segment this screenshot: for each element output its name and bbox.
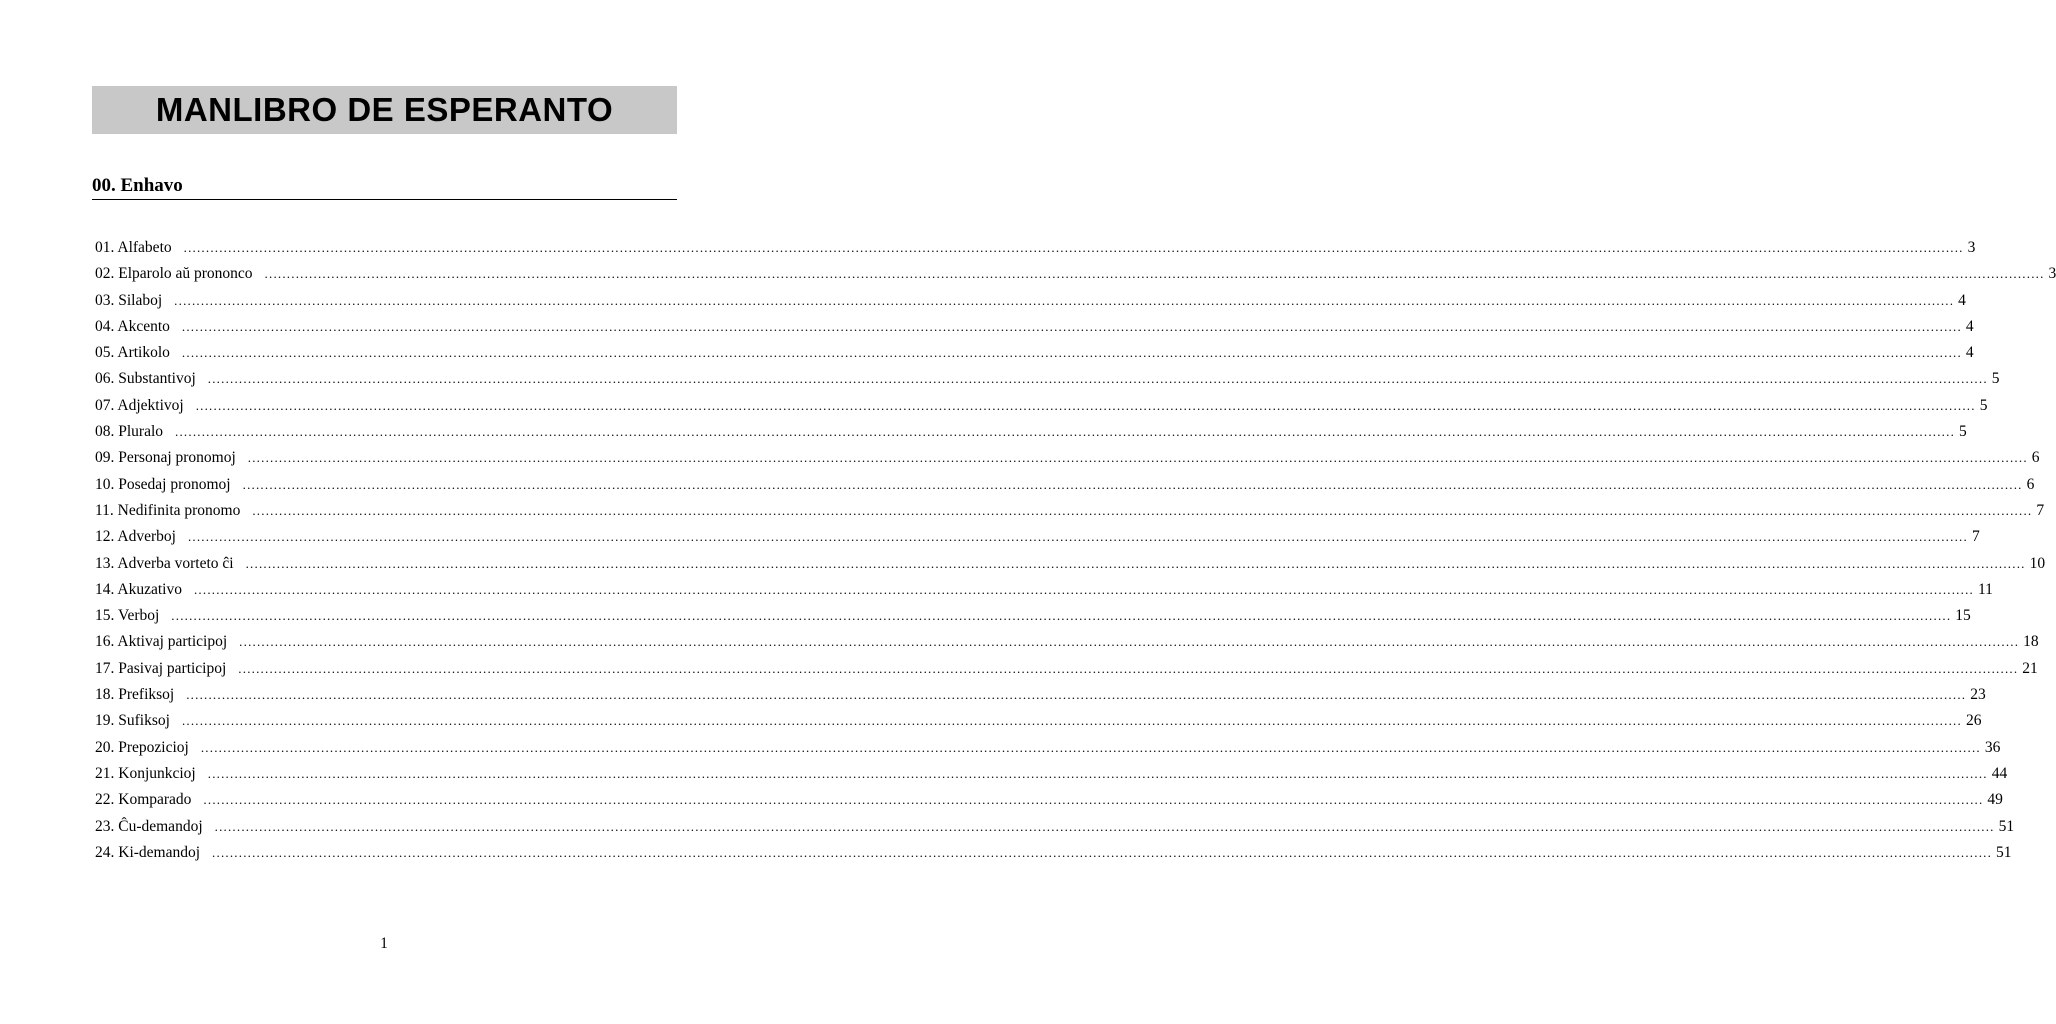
toc-dot-leader: ................................................................................................................................................................................................................................................................................................................................................................................................................ [203,792,1984,808]
toc-dot-leader: ................................................................................................................................................................................................................................................................................................................................................................................................................ [181,318,1962,334]
toc-dot-leader: ................................................................................................................................................................................................................................................................................................................................................................................................................ [242,476,2023,492]
toc-entry[interactable] [95,239,1976,265]
toc-entry-label: 11. Nedifinita pronomo [95,501,241,519]
toc-entry-page: 7 [1971,528,1980,546]
toc-entry-page: 51 [1996,843,2012,861]
toc-dot-leader: ................................................................................................................................................................................................................................................................................................................................................................................................................ [238,660,2019,676]
toc-dot-leader: ................................................................................................................................................................................................................................................................................................................................................................................................................ [264,266,2045,282]
toc-entry-page: 6 [2026,475,2035,493]
toc-entry-page: 36 [1984,738,2001,756]
toc-entry[interactable] [95,344,1974,370]
toc-dot-leader: ................................................................................................................................................................................................................................................................................................................................................................................................................ [252,502,2033,518]
toc-entry-label: 03. Silaboj [95,291,163,309]
toc-entry[interactable] [95,633,2039,659]
toc-entry-label: 07. Adjektivoj [95,396,184,414]
toc-entry[interactable] [95,738,2001,765]
toc-entry-page: 15 [1955,607,1971,625]
toc-entry-page: 5 [1979,396,1988,414]
toc-entry[interactable] [95,686,1986,712]
page-number: 1 [380,935,388,952]
toc-dot-leader: ................................................................................................................................................................................................................................................................................................................................................................................................................ [187,529,1968,545]
toc-entry-label: 21. Konjunkcioj [95,764,196,782]
toc-entry-page: 18 [2023,633,2039,651]
toc-entry[interactable] [95,817,2015,844]
section-heading [92,173,677,200]
toc-entry-page: 6 [2031,449,2040,467]
toc-dot-leader: ................................................................................................................................................................................................................................................................................................................................................................................................................ [212,844,1993,860]
toc-entry-label: 17. Pasivaj participoj [95,659,227,677]
toc-dot-leader: ................................................................................................................................................................................................................................................................................................................................................................................................................ [193,581,1974,597]
toc-entry[interactable] [95,554,2046,581]
toc-entry-label: 04. Akcento [95,317,170,335]
toc-dot-leader: ................................................................................................................................................................................................................................................................................................................................................................................................................ [181,713,1962,729]
toc-entry-page: 4 [1965,317,1974,335]
toc-entry-page: 4 [1958,291,1966,309]
toc-entry-page: 51 [1998,817,2015,835]
toc-entry-label: 12. Adverboj [95,528,176,546]
toc-entry[interactable] [95,501,2045,528]
toc-entry-label: 08. Pluralo [95,423,164,441]
toc-entry-label: 24. Ki-demandoj [95,843,201,861]
toc-dot-leader: ................................................................................................................................................................................................................................................................................................................................................................................................................ [214,818,1995,834]
toc-entry-label: 19. Sufiksoj [95,712,170,730]
toc-entry[interactable] [95,712,1982,738]
toc-entry-page: 23 [1970,686,1986,704]
toc-entry-page: 21 [2022,659,2038,677]
toc-entry[interactable] [95,317,1974,344]
toc-entry[interactable] [95,449,2040,475]
toc-entry-label: 14. Akuzativo [95,580,182,598]
toc-dot-leader: ................................................................................................................................................................................................................................................................................................................................................................................................................ [245,555,2026,571]
section-heading-text: 00. Enhavo [92,175,183,196]
toc-entry-label: 06. Substantivoj [95,370,196,388]
document-title: MANLIBRO DE ESPERANTO [155,91,614,128]
toc-entry-page: 4 [1965,344,1974,362]
toc-entry-page: 7 [2036,501,2045,519]
toc-entry-label: 18. Prefiksoj [95,686,175,704]
toc-entry-page: 3 [1967,239,1976,256]
toc-dot-leader: ................................................................................................................................................................................................................................................................................................................................................................................................................ [181,345,1962,361]
toc-entry-label: 13. Adverba vorteto ĉi [95,554,234,572]
toc-dot-leader: ................................................................................................................................................................................................................................................................................................................................................................................................................ [200,739,1981,755]
toc-entry[interactable] [95,396,1988,423]
toc-dot-leader: ................................................................................................................................................................................................................................................................................................................................................................................................................ [174,292,1955,308]
toc-dot-leader: ................................................................................................................................................................................................................................................................................................................................................................................................................ [207,765,1988,781]
toc-entry-page: 3 [2048,265,2056,283]
toc-entry-page: 5 [1959,423,1967,441]
toc-dot-leader: ................................................................................................................................................................................................................................................................................................................................................................................................................ [207,371,1988,387]
toc-entry-label: 10. Posedaj pronomoj [95,475,231,493]
toc-entry-label: 20. Prepozicioj [95,738,189,756]
toc-entry-label: 23. Ĉu-demandoj [95,817,203,835]
toc-entry[interactable] [95,580,1993,607]
toc-dot-leader: ................................................................................................................................................................................................................................................................................................................................................................................................................ [171,608,1952,624]
toc-entry[interactable] [95,764,2008,791]
toc-entry[interactable] [95,370,2000,396]
toc-entry[interactable] [95,475,2035,502]
toc-entry-label: 02. Elparolo aŭ prononco [95,265,253,283]
toc-entry-label: 01. Alfabeto [95,239,172,256]
toc-entry-page: 44 [1991,764,2008,782]
toc-entry[interactable] [95,791,2003,817]
title-banner [92,86,677,134]
toc-entry-page: 5 [1991,370,2000,388]
toc-dot-leader: ................................................................................................................................................................................................................................................................................................................................................................................................................ [183,240,1964,255]
toc-entry-label: 16. Aktivaj participoj [95,633,228,651]
toc-entry-page: 11 [1977,580,1993,598]
toc-entry[interactable] [95,843,2012,870]
toc-entry-page: 10 [2029,554,2046,572]
toc-entry[interactable] [95,528,1980,554]
toc-entry-page: 49 [1987,791,2003,809]
toc-dot-leader: ................................................................................................................................................................................................................................................................................................................................................................................................................ [195,397,1976,413]
toc-entry[interactable] [95,291,1966,318]
toc-entry-label: 05. Artikolo [95,344,170,362]
toc-entry[interactable] [95,659,2038,686]
toc-entry-label: 09. Personaj pronomoj [95,449,236,467]
toc-dot-leader: ................................................................................................................................................................................................................................................................................................................................................................................................................ [175,424,1956,440]
toc-entry[interactable] [95,265,2056,291]
table-of-contents [95,239,2056,870]
toc-dot-leader: ................................................................................................................................................................................................................................................................................................................................................................................................................ [239,634,2020,650]
toc-entry-page: 26 [1965,712,1982,730]
toc-dot-leader: ................................................................................................................................................................................................................................................................................................................................................................................................................ [186,687,1967,703]
toc-dot-leader: ................................................................................................................................................................................................................................................................................................................................................................................................................ [247,450,2028,466]
toc-entry[interactable] [95,423,1967,449]
toc-entry[interactable] [95,607,1971,633]
toc-entry-label: 15. Verboj [95,607,160,625]
toc-entry-label: 22. Komparado [95,791,192,809]
